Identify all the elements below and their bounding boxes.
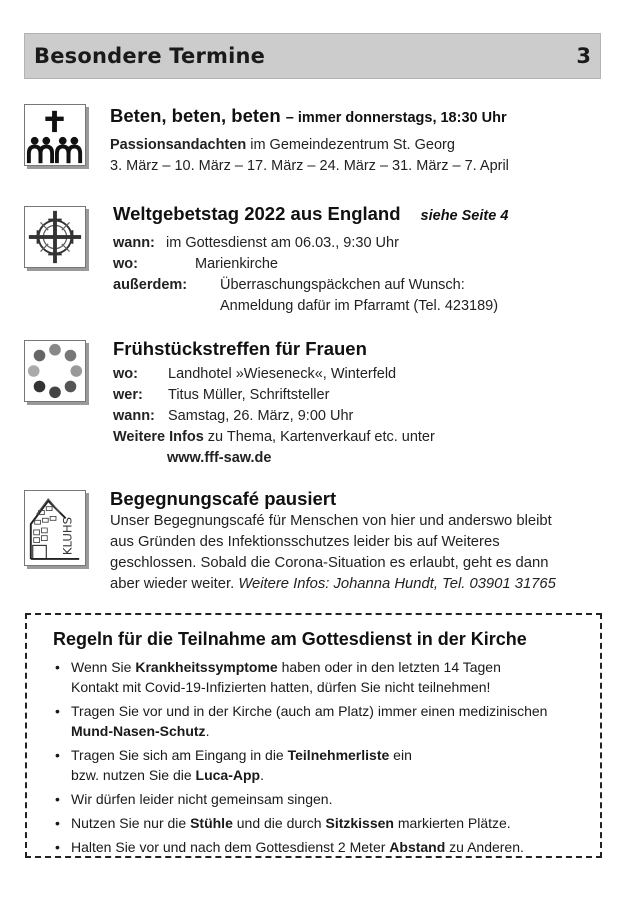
cafe-logo-text: KLUHS [60,516,75,556]
rule-text: zu Anderen. [445,839,524,855]
rule-item [53,789,593,809]
rules-box [25,613,602,858]
cafe-title: Begegnungscafé pausiert [110,488,337,509]
cafe-contact: Weitere Infos: Johanna Hundt, Tel. 03901 31765 [238,576,556,592]
rule-emphasis: Abstand [389,839,446,855]
rule-emphasis: Teilnehmerliste [287,747,390,763]
rule-item [53,813,593,833]
rule-emphasis: Sitzkissen [325,815,394,831]
passion-label: Passionsandachten [110,137,247,153]
wer-label: wer: [113,387,143,403]
rule-text: Nutzen Sie nur die [71,815,191,831]
prayer-icon [24,104,86,166]
rules-list [53,657,593,861]
rule-text: markierten Plätze. [393,815,511,831]
rule-emphasis: Luca-App [195,767,261,783]
rule-emphasis: Mund-Nasen-Schutz [71,723,206,739]
rule-emphasis: Krankheitssymptome [135,659,278,675]
circle-of-dots-icon [24,340,86,402]
rule-text: haben oder in den letzten 14 Tagen [277,659,501,675]
extra-info-1: Überraschungspäckchen auf Wunsch: [220,277,465,293]
breakfast-when: Samstag, 26. März, 9:00 Uhr [168,408,354,424]
cafe-text-4: aber wieder weiter. [110,576,235,592]
section-prayer [110,104,509,177]
wo-label: wo: [113,256,138,272]
prayer-title: Beten, beten, beten [110,105,281,126]
passion-location: im Gemeindezentrum St. Georg [246,137,455,153]
rule-item [53,837,593,857]
extra-info-2: Anmeldung dafür im Pfarramt (Tel. 423189) [220,298,499,314]
cafe-house-logo [24,490,86,566]
info-text: zu Thema, Kartenverkauf etc. unter [203,429,435,445]
rule-text: Tragen Sie vor und in der Kirche (auch am Platz) immer einen medizinischen [71,703,548,719]
rule-text: Halten Sie vor und nach dem Gottesdienst 2 Meter [71,839,390,855]
rule-item [53,701,593,741]
section-header [24,33,601,79]
rule-text: . [260,767,264,783]
rule-emphasis: Stühle [190,815,233,831]
rule-item [53,657,593,697]
section-cafe [110,487,556,595]
rule-text: Kontakt mit Covid-19-Infizierten hatten, dürfen Sie nicht teilnehmen! [71,679,491,695]
rule-text: Tragen Sie sich am Eingang in die [71,747,288,763]
cafe-text-3: geschlossen. Sobald die Corona-Situation es erlaubt, geht es dann [110,555,549,571]
section-world-prayer [113,202,508,317]
cafe-text-1: Unser Begegnungscafé für Menschen von hier und anderswo bleibt [110,513,552,529]
prayer-schedule: – immer donnerstags, 18:30 Uhr [285,110,507,126]
rule-item [53,745,593,785]
page-title: Besondere Termine [34,44,266,68]
page-reference: siehe Seite 4 [420,208,509,224]
breakfast-where: Landhotel »Wieseneck«, Winterfeld [168,366,397,382]
section-breakfast [113,337,435,469]
breakfast-title: Frühstückstreffen für Frauen [113,338,367,359]
rule-text: Wir dürfen leider nicht gemeinsam singen. [71,791,333,807]
wo-label: wo: [113,366,138,382]
rules-title: Regeln für die Teilnahme am Gottesdienst in der Kirche [53,629,527,649]
world-prayer-cross-icon [24,206,86,268]
rule-text: bzw. nutzen Sie die [71,767,196,783]
wann-label: wann: [113,408,155,424]
world-prayer-title: Weltgebetstag 2022 aus England [113,203,401,224]
rule-text: ein [389,747,412,763]
world-prayer-where: Marienkirche [195,256,278,272]
rule-text: . [205,723,210,739]
info-label: Weitere Infos [113,429,204,445]
cafe-text-2: aus Gründen des Infektionsschutzes leider bis auf Weiteres [110,534,500,550]
wann-label: wann: [113,235,155,251]
rule-text: und die durch [232,815,326,831]
page-number: 3 [576,44,591,68]
world-prayer-when: im Gottesdienst am 06.03., 9:30 Uhr [166,235,399,251]
website-link[interactable]: www.fff-saw.de [167,450,272,466]
ausserdem-label: außerdem: [113,277,188,293]
passion-dates: 3. März – 10. März – 17. März – 24. März – 31. März – 7. April [110,158,509,174]
breakfast-who: Titus Müller, Schriftsteller [168,387,330,403]
rule-text: Wenn Sie [71,659,136,675]
